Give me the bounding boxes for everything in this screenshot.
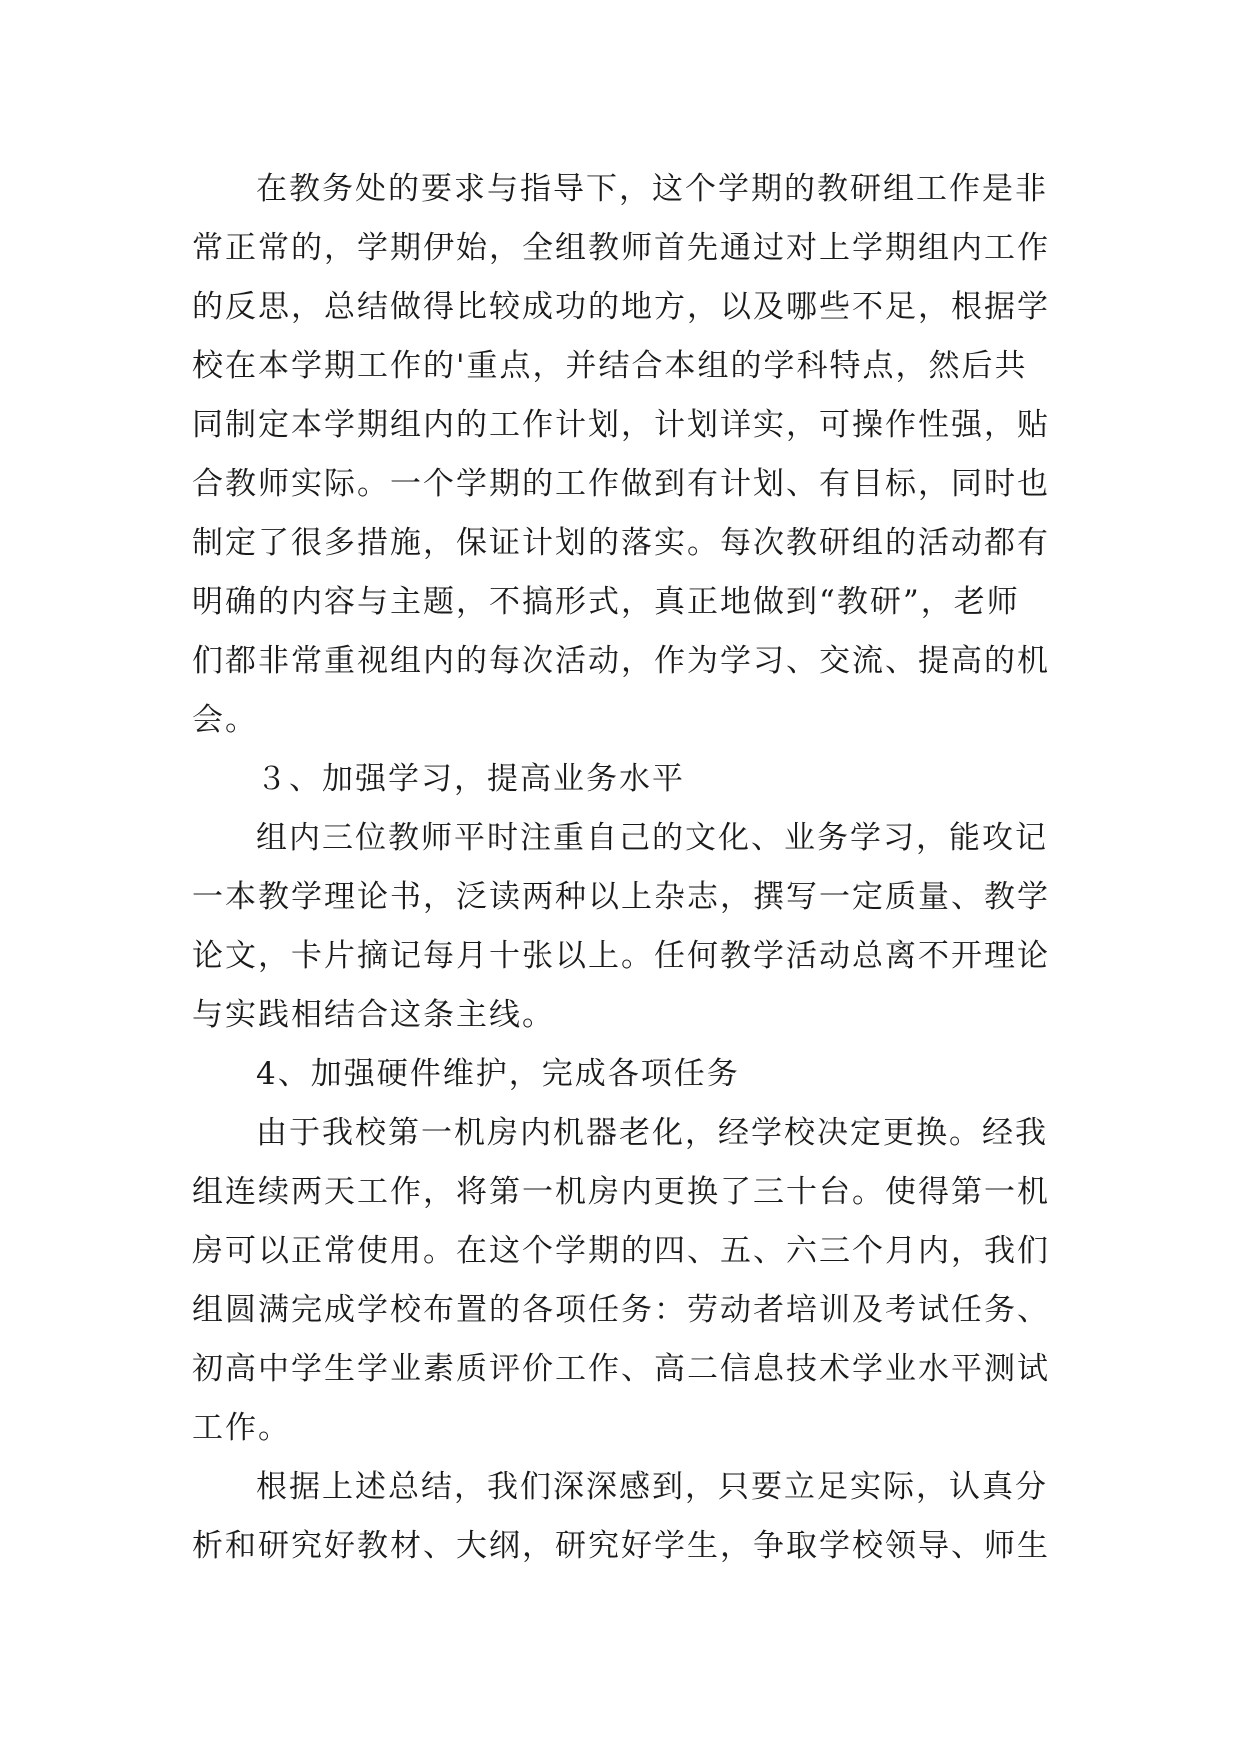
section-heading: 4、加强硬件维护，完成各项任务 [256, 1056, 740, 1092]
paragraph-line: 常正常的，学期伊始，全组教师首先通过对上学期组内工作 [192, 230, 1050, 266]
paragraph-line: 组圆满完成学校布置的各项任务：劳动者培训及考试任务、 [192, 1292, 1050, 1328]
paragraph-line: 明确的内容与主题，不搞形式，真正地做到“教研”，老师 [192, 584, 1020, 620]
paragraph-line: 组连续两天工作，将第一机房内更换了三十台。使得第一机 [192, 1174, 1050, 1210]
paragraph-line: 初高中学生学业素质评价工作、高二信息技术学业水平测试 [192, 1351, 1050, 1387]
paragraph-line: 会。 [192, 702, 258, 738]
body-text [192, 160, 1062, 1576]
paragraph-line: 由于我校第一机房内机器老化，经学校决定更换。经我 [256, 1115, 1048, 1151]
paragraph-line: 的反思，总结做得比较成功的地方，以及哪些不足，根据学 [192, 289, 1050, 325]
section-heading: ３、加强学习，提高业务水平 [256, 761, 685, 797]
paragraph-line: 制定了很多措施，保证计划的落实。每次教研组的活动都有 [192, 525, 1050, 561]
paragraph-line: 论文，卡片摘记每月十张以上。任何教学活动总离不开理论 [192, 938, 1050, 974]
paragraph-line: 与实践相结合这条主线。 [192, 997, 555, 1033]
paragraph-line: 工作。 [192, 1410, 291, 1446]
paragraph-line: 合教师实际。一个学期的工作做到有计划、有目标，同时也 [192, 466, 1050, 502]
paragraph-line: 同制定本学期组内的工作计划，计划详实，可操作性强，贴 [192, 407, 1050, 443]
paragraph-line: 房可以正常使用。在这个学期的四、五、六三个月内，我们 [192, 1233, 1050, 1269]
paragraph-line: 组内三位教师平时注重自己的文化、业务学习，能攻记 [256, 820, 1048, 856]
paragraph-line: 们都非常重视组内的每次活动，作为学习、交流、提高的机 [192, 643, 1050, 679]
paragraph-line: 一本教学理论书，泛读两种以上杂志，撰写一定质量、教学 [192, 879, 1050, 915]
paragraph-line: 析和研究好教材、大纲，研究好学生，争取学校领导、师生 [192, 1528, 1050, 1564]
paragraph-line: 校在本学期工作的'重点，并结合本组的学科特点，然后共 [192, 348, 1028, 384]
paragraph-line: 在教务处的要求与指导下，这个学期的教研组工作是非 [256, 171, 1048, 207]
paragraph-line: 根据上述总结，我们深深感到，只要立足实际，认真分 [256, 1469, 1048, 1505]
